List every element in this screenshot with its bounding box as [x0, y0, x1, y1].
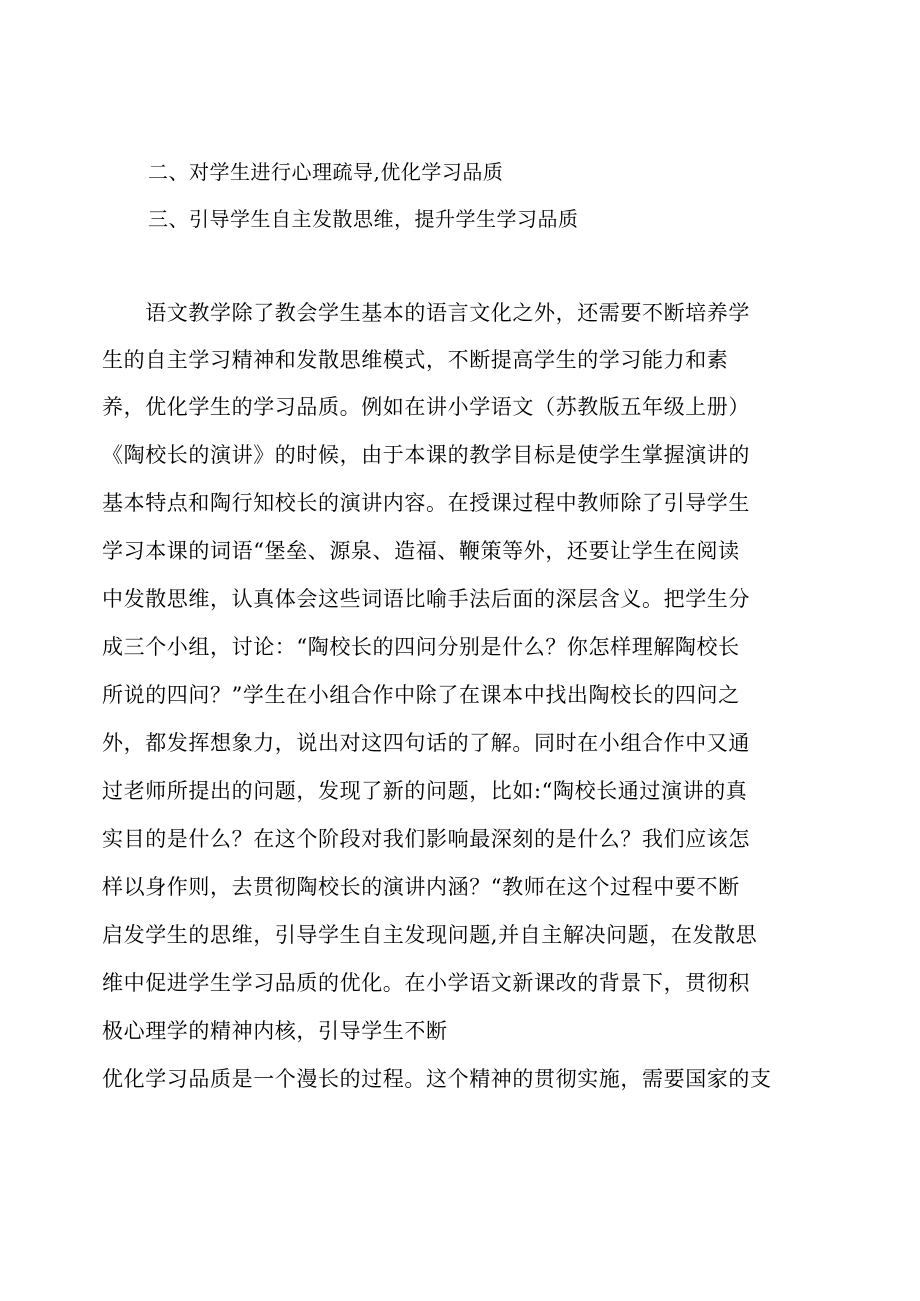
paragraph-line: 外，都发挥想象力，说出对这四句话的了解。同时在小组合作中又通 — [102, 731, 750, 755]
paragraph-line: 中发散思维，认真体会这些词语比喻手法后面的深层含义。把学生分 — [102, 587, 750, 611]
paragraph-line: 养，优化学生的学习品质。例如在讲小学语文（苏教版五年级上册） — [102, 395, 750, 419]
paragraph-line: 学习本课的词语“堡垒、源泉、造福、鞭策等外，还要让学生在阅读 — [102, 539, 740, 563]
paragraph-line: 样以身作则，去贯彻陶校长的演讲内涵？“教师在这个过程中要不断 — [102, 875, 740, 899]
paragraph-line: 实目的是什么？在这个阶段对我们影响最深刻的是什么？我们应该怎 — [102, 827, 750, 851]
paragraph-line: 成三个小组，讨论：“陶校长的四问分别是什么？你怎样理解陶校长 — [102, 635, 740, 659]
paragraph-line: 基本特点和陶行知校长的演讲内容。在授课过程中教师除了引导学生 — [102, 491, 750, 515]
paragraph-line: 极心理学的精神内核，引导学生不断 — [102, 1019, 448, 1043]
paragraph-line: 所说的四问？”学生在小组合作中除了在课本中找出陶校长的四问之 — [102, 683, 740, 707]
paragraph-line: 优化学习品质是一个漫长的过程。这个精神的贯彻实施，需要国家的支 — [102, 1067, 772, 1091]
section-heading-3: 三、引导学生自主发散思维，提升学生学习品质 — [148, 207, 579, 231]
section-heading-2: 二、对学生进行心理疏导,优化学习品质 — [148, 160, 504, 184]
paragraph-line: 维中促进学生学习品质的优化。在小学语文新课改的背景下，贯彻积 — [102, 971, 750, 995]
paragraph-line: 语文教学除了教会学生基本的语言文化之外，还需要不断培养学 — [102, 301, 750, 325]
paragraph-line: 生的自主学习精神和发散思维模式，不断提高学生的学习能力和素 — [102, 348, 729, 372]
paragraph-line: 《陶校长的演讲》的时候，由于本课的教学目标是使学生掌握演讲的 — [102, 443, 750, 467]
paragraph-line: 过老师所提出的问题，发现了新的问题，比如:“陶校长通过演讲的真 — [102, 779, 748, 803]
paragraph-line: 启发学生的思维，引导学生自主发现问题,并自主解决问题，在发散思 — [102, 923, 758, 947]
